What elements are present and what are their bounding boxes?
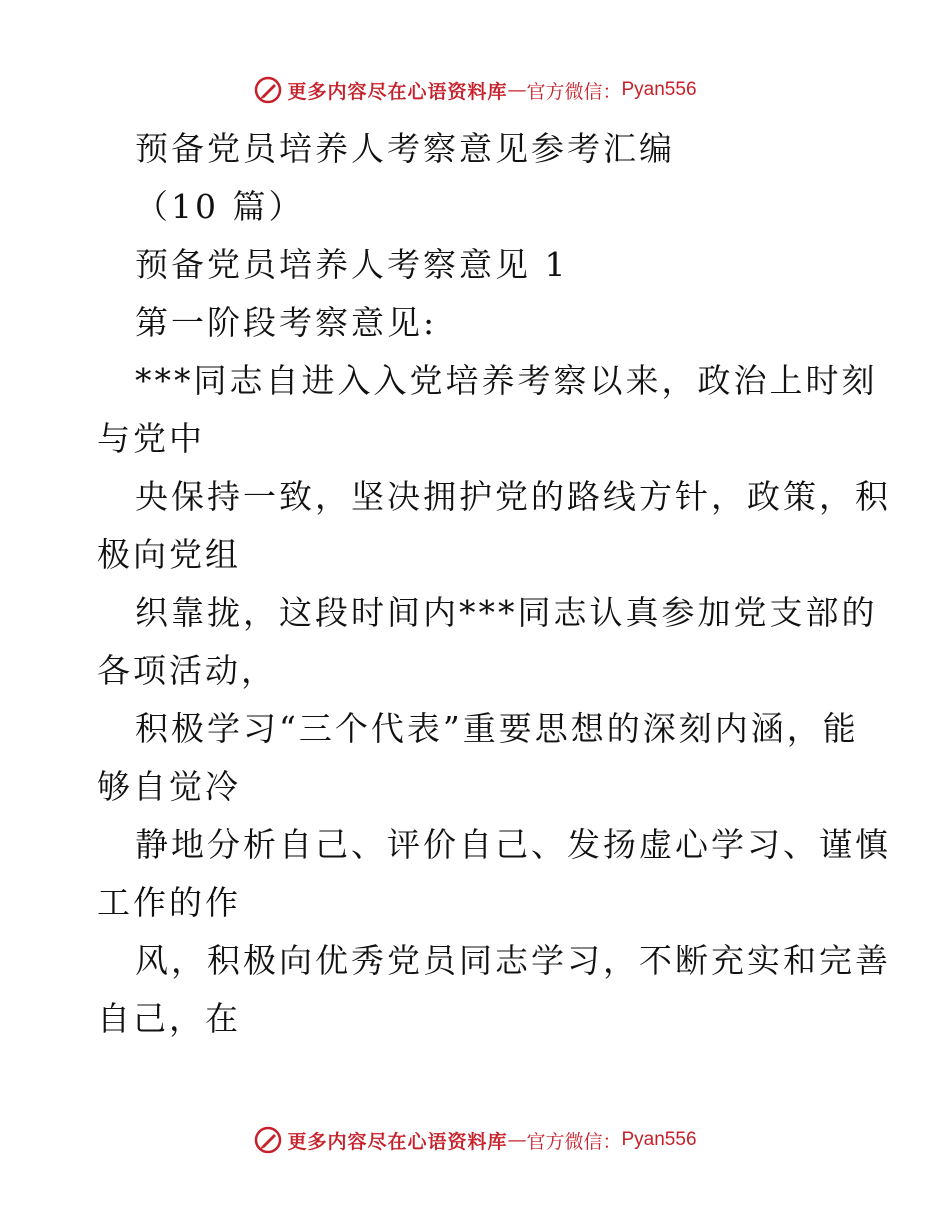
paragraph-line: 央保持一致，坚决拥护党的路线方针，政策，积 <box>135 477 891 516</box>
document-body <box>97 120 891 1048</box>
paragraph-line: 自己，在 <box>97 999 241 1038</box>
stage-heading: 第一阶段考察意见: <box>135 303 438 342</box>
banner-dash: — <box>507 79 527 101</box>
paragraph-line: 各项活动， <box>97 651 277 690</box>
header-watermark <box>0 70 950 110</box>
paragraph-line: 积极学习“三个代表”重要思想的深刻内涵，能 <box>135 709 859 748</box>
paragraph-line: ***同志自进入入党培养考察以来，政治上时刻 <box>135 361 878 400</box>
banner-dash: — <box>507 1129 527 1151</box>
banner-site-text: 更多内容尽在心语资料库 <box>287 1130 508 1153</box>
banner-site-text: 更多内容尽在心语资料库 <box>287 80 508 103</box>
document-title: 预备党员培养人考察意见参考汇编 <box>135 129 675 168</box>
paragraph-line: 织靠拢，这段时间内***同志认真参加党支部的 <box>135 593 878 632</box>
paragraph-line: 极向党组 <box>97 535 241 574</box>
quill-logo-icon <box>253 75 283 105</box>
footer-watermark <box>0 1120 950 1160</box>
banner-wechat-id: Pyan556 <box>621 1129 697 1150</box>
banner-wechat-label: 官方微信： <box>526 80 622 103</box>
paragraph-line: 与党中 <box>97 419 205 458</box>
quill-logo-icon <box>253 1125 283 1155</box>
paragraph-line: 工作的作 <box>97 883 241 922</box>
banner-wechat-label: 官方微信： <box>526 1130 622 1153</box>
banner-wechat-id: Pyan556 <box>621 79 697 100</box>
section-heading: 预备党员培养人考察意见 1 <box>135 245 569 284</box>
document-subtitle: （10 篇） <box>135 187 305 226</box>
paragraph-line: 静地分析自己、评价自己、发扬虚心学习、谨慎 <box>135 825 891 864</box>
paragraph-line: 够自觉冷 <box>97 767 241 806</box>
paragraph-line: 风，积极向优秀党员同志学习，不断充实和完善 <box>135 941 891 980</box>
